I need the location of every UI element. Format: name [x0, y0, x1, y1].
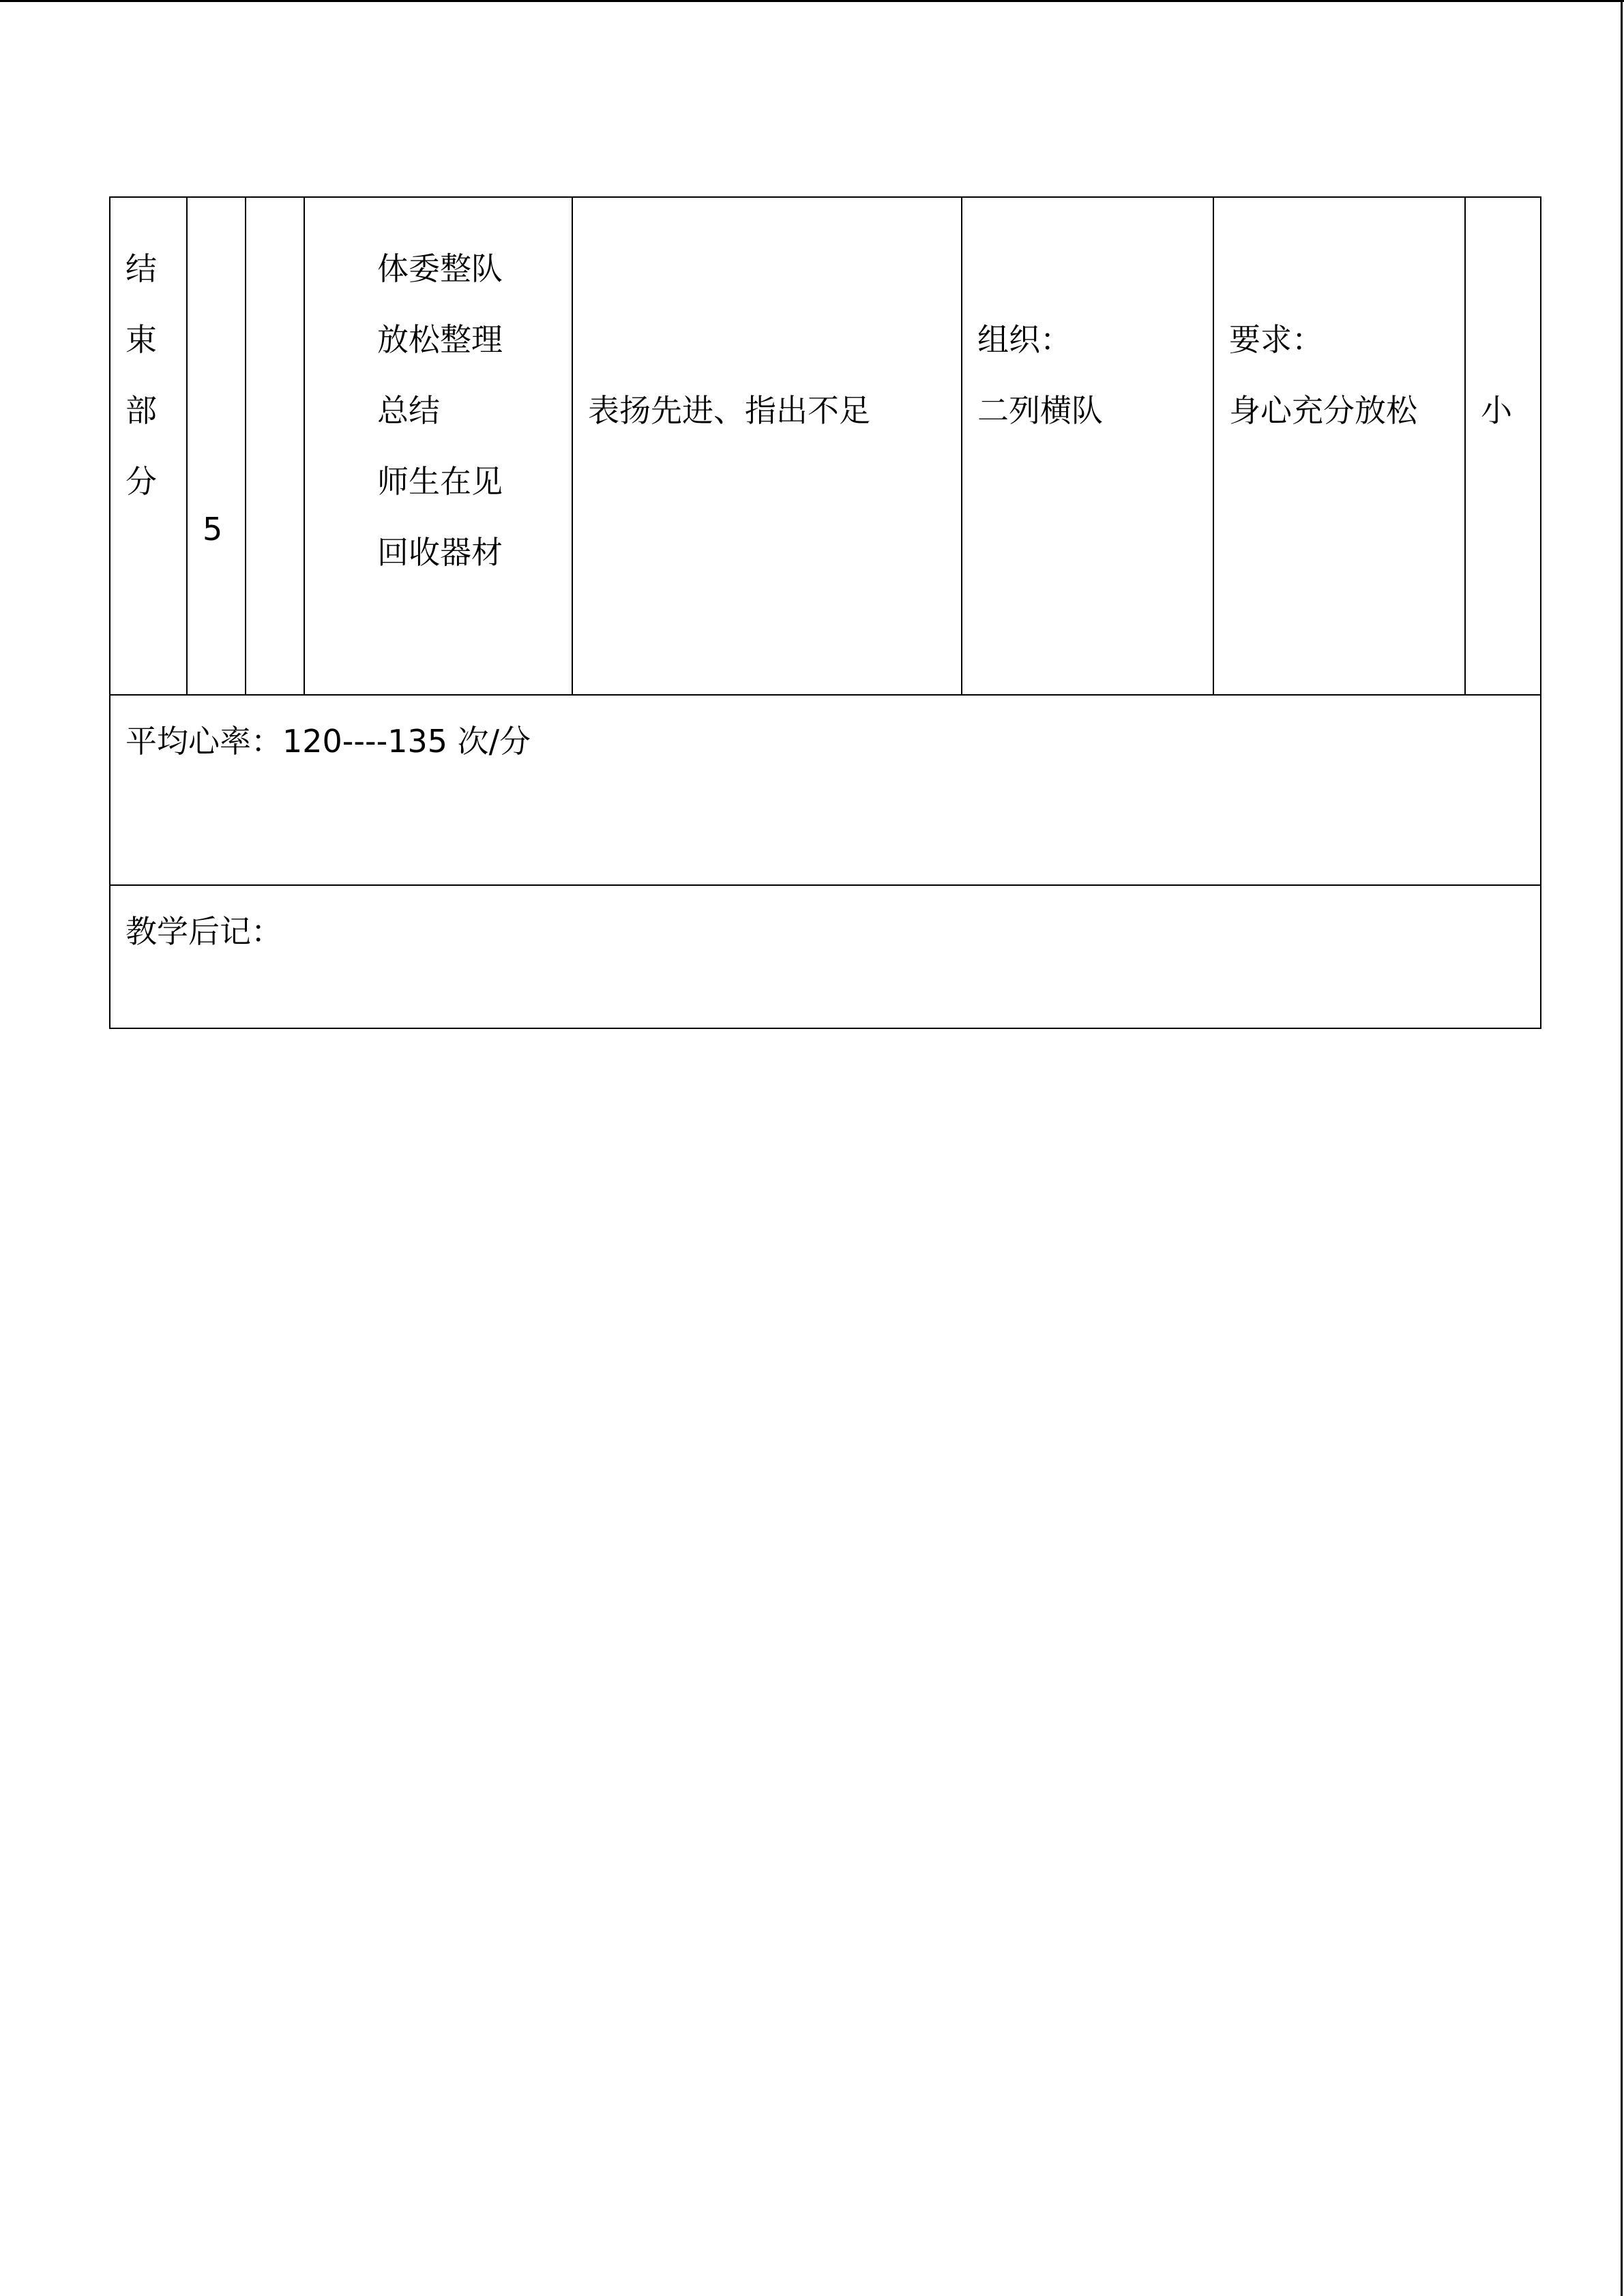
cell-requirement	[1213, 196, 1464, 694]
requirement-label: 要求：	[1229, 321, 1323, 358]
activity-item: 总结	[377, 392, 440, 429]
cell-section-label	[109, 196, 186, 694]
cell-content	[572, 196, 961, 694]
section-char: 分	[126, 463, 157, 500]
activity-item: 放松整理	[377, 321, 503, 358]
requirement-value: 身心充分放松	[1229, 392, 1417, 429]
cell-empty	[245, 196, 304, 694]
page-right-border	[1621, 0, 1623, 2296]
section-char: 束	[126, 321, 157, 358]
activity-item: 师生在见	[377, 463, 503, 500]
cell-time	[186, 196, 245, 694]
organization-value: 二列横队	[977, 392, 1103, 429]
cell-heart-rate	[109, 694, 1541, 884]
cell-activities	[304, 196, 572, 694]
section-char: 结	[126, 250, 157, 287]
cell-load	[1464, 196, 1541, 694]
content-text: 表扬先进、指出不足	[588, 392, 870, 429]
load-value: 小	[1481, 392, 1512, 429]
organization-label: 组织：	[977, 321, 1072, 358]
time-minutes: 5	[203, 511, 223, 548]
heart-rate-text: 平均心率：120----135 次/分	[126, 723, 531, 760]
activity-item: 回收器材	[377, 534, 503, 571]
page-top-border	[0, 0, 1624, 2]
activity-item: 体委整队	[377, 250, 503, 287]
lesson-plan-table	[109, 196, 1541, 1029]
cell-organization	[961, 196, 1213, 694]
teaching-notes-label: 教学后记：	[126, 913, 282, 950]
cell-teaching-notes	[109, 884, 1541, 1029]
section-char: 部	[126, 392, 157, 429]
